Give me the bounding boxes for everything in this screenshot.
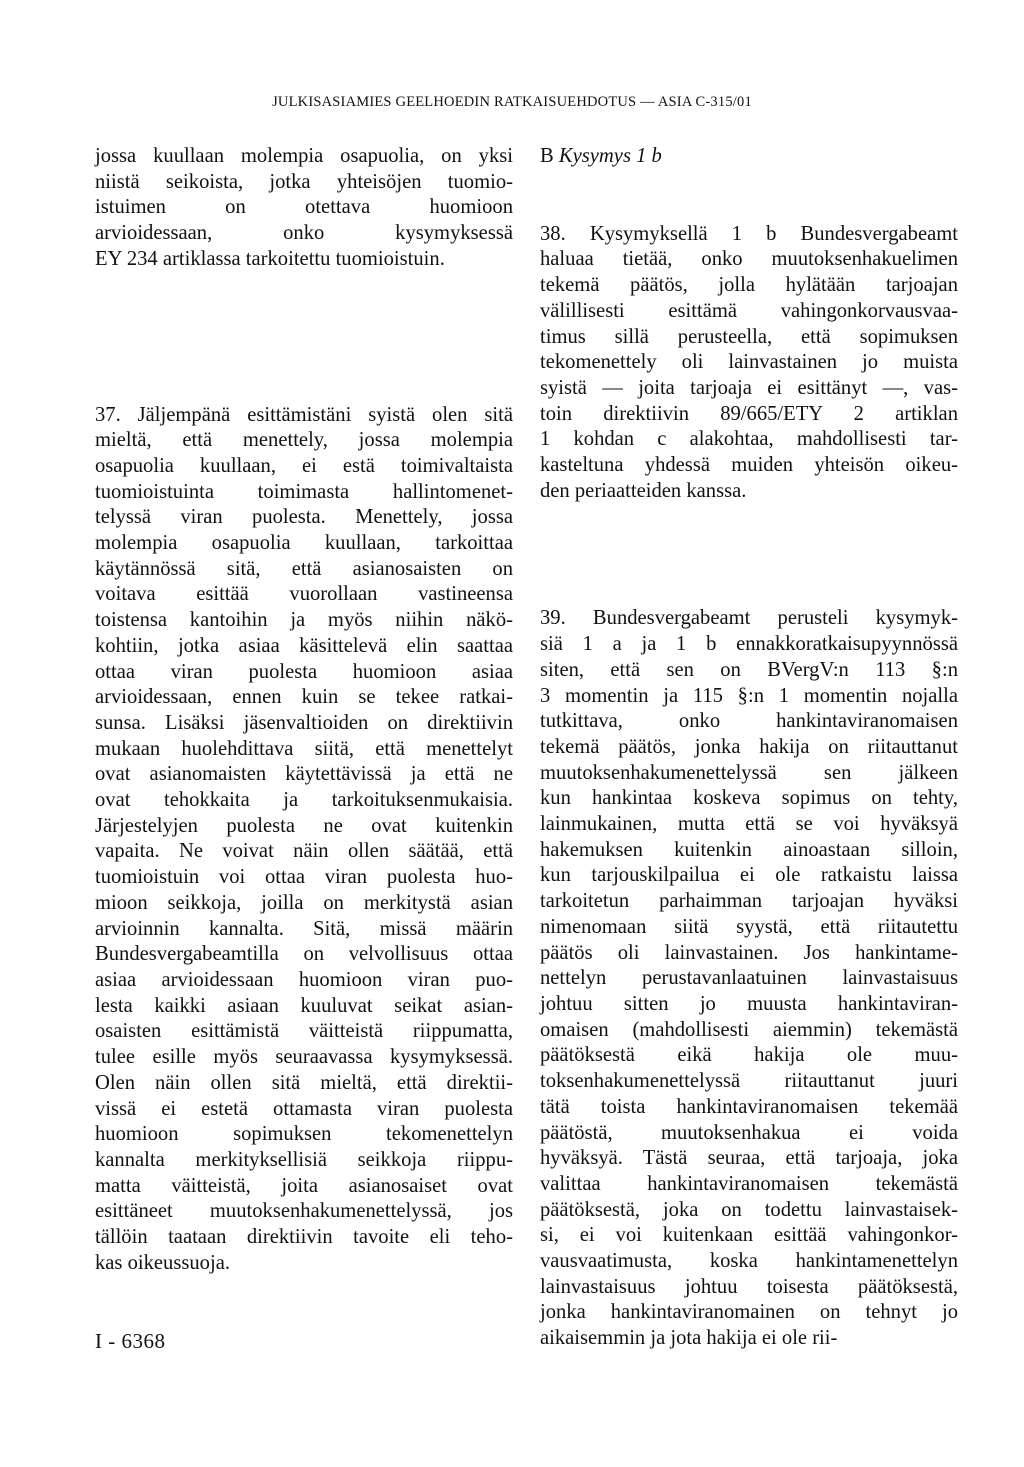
text-line: vausvaatimusta, koska hankintamenettelyn: [540, 1250, 958, 1273]
right-column: [540, 144, 958, 1352]
text-line: aikaisemmin ja jota hakija ei ole rii-: [540, 1327, 838, 1350]
text-line: 38. Kysymyksellä 1 b Bundesvergabeamt: [540, 222, 958, 245]
text-line: valittaa hankintaviranomaisen tekemästä: [540, 1172, 958, 1195]
text-line: omaisen (mahdollisesti aiemmin) tekemästä: [540, 1018, 958, 1041]
text-line: Olen näin ollen sitä mieltä, että direktii-: [95, 1071, 513, 1094]
text-line: kannalta merkityksellisiä seikkoja riippu-: [95, 1148, 513, 1171]
text-line: nimenomaan siitä syystä, että riitautettu: [540, 915, 958, 938]
text-line: kas oikeussuoja.: [95, 1251, 230, 1274]
text-line: EY 234 artiklassa tarkoitettu tuomioistuin.: [95, 247, 445, 270]
text-line: molempia osapuolia kuullaan, tarkoittaa: [95, 532, 513, 555]
text-line: mioon seikkoja, joilla on merkitystä asian: [95, 891, 513, 914]
text-line: 39. Bundesvergabeamt perusteli kysymyk-: [540, 607, 958, 630]
text-line: johtuu sitten jo muusta hankintaviran-: [540, 992, 958, 1015]
text-line: välillisesti esittämä vahingonkorvausvaa-: [540, 299, 958, 322]
text-line: toin direktiivin 89/665/ETY 2 artiklan: [540, 402, 958, 425]
text-line: päätöksestä eikä hakija ole muu-: [540, 1044, 958, 1067]
text-line: niistä seikoista, jotka yhteisöjen tuomio-: [95, 170, 513, 193]
text-line: Bundesvergabeamtilla on velvollisuus ottaa: [95, 943, 513, 966]
text-line: arvioidessaan, onko kysymyksessä: [95, 222, 513, 245]
text-line: voitava esittää vuorollaan vastineensa: [95, 583, 513, 606]
text-line: tuomioistuinta toimimasta hallintomenet-: [95, 480, 513, 503]
paragraph-39: [540, 606, 958, 1351]
text-line: istuimen on otettava huomioon: [95, 196, 513, 219]
text-line: telyssä viran puolesta. Menettely, jossa: [95, 506, 513, 529]
text-line: Järjestelyjen puolesta ne ovat kuitenkin: [95, 814, 513, 837]
text-line: esittäneet muutoksenhakumenettelyssä, jos: [95, 1200, 513, 1223]
text-line: sunsa. Lisäksi jäsenvaltioiden on direktiivin: [95, 711, 513, 734]
text-line: asiaa arvioidessaan huomioon viran puo-: [95, 968, 513, 991]
text-line: ovat tehokkaita ja tarkoituksenmukaisia.: [95, 789, 513, 812]
text-line: kun hankintaa koskeva sopimus on tehty,: [540, 787, 958, 810]
text-line: vissä ei estetä ottamasta viran puolesta: [95, 1097, 513, 1120]
left-column: [95, 144, 513, 1276]
text-line: haluaa tietää, onko muutoksenhakuelimen: [540, 248, 958, 271]
paragraph-38: [540, 222, 958, 505]
text-line: 1 kohdan c alakohtaa, mahdollisesti tar-: [540, 428, 958, 451]
text-line: den periaatteiden kanssa.: [540, 479, 747, 502]
section-heading-prefix: B: [540, 145, 554, 167]
text-line: syistä — joita tarjoaja ei esittänyt —, vas-: [540, 376, 958, 399]
paragraph-37: [95, 403, 513, 1277]
text-line: ovat asianomaisten käytettävissä ja että ne: [95, 763, 513, 786]
text-line: tekomenettely oli lainvastainen jo muista: [540, 351, 958, 374]
text-line: vapaita. Ne voivat näin ollen säätää, että: [95, 840, 513, 863]
text-line: 37. Jäljempänä esittämistäni syistä olen sitä: [95, 403, 513, 426]
text-line: tarkoitetun parhaimman tarjoajan hyväksi: [540, 890, 958, 913]
paragraph-intro: [95, 144, 513, 273]
text-line: arvioinnin kannalta. Sitä, missä määrin: [95, 917, 513, 940]
text-line: nettelyn perustavanlaatuinen lainvastaisuus: [540, 967, 958, 990]
text-line: tällöin taataan direktiivin tavoite eli teho-: [95, 1226, 513, 1249]
text-line: 3 momentin ja 115 §:n 1 momentin nojalla: [540, 684, 958, 707]
text-line: lesta kaikki asiaan kuuluvat seikat asian-: [95, 994, 513, 1017]
text-line: muutoksenhakumenettelyssä sen jälkeen: [540, 761, 958, 784]
text-line: tuomioistuin voi ottaa viran puolesta huo-: [95, 866, 513, 889]
text-line: päätös oli lainvastainen. Jos hankintame-: [540, 941, 958, 964]
text-line: timus sillä perusteella, että sopimuksen: [540, 325, 958, 348]
text-line: jonka hankintaviranomainen on tehnyt jo: [540, 1301, 958, 1324]
paragraph-spacer: [95, 273, 513, 403]
text-line: matta väitteistä, joita asianosaiset ovat: [95, 1174, 513, 1197]
text-line: kun tarjouskilpailua ei ole ratkaistu laissa: [540, 864, 958, 887]
text-line: lainvastaisuus johtuu toisesta päätöksestä,: [540, 1275, 958, 1298]
paragraph-spacer: [540, 504, 958, 606]
text-line: kasteltuna yhdessä muiden yhteisön oikeu-: [540, 454, 958, 477]
text-line: huomioon sopimuksen tekomenettelyn: [95, 1123, 513, 1146]
text-line: si, ei voi kuitenkaan esittää vahingonkor-: [540, 1224, 958, 1247]
text-line: mukaan huolehdittava siitä, että menettelyt: [95, 737, 513, 760]
text-line: arvioidessaan, ennen kuin se tekee ratkai-: [95, 686, 513, 709]
page-number: I - 6368: [95, 1329, 166, 1353]
running-header: JULKISASIAMIES GEELHOEDIN RATKAISUEHDOTUS — ASIA C-315/01: [272, 94, 752, 110]
text-line: jossa kuullaan molempia osapuolia, on yksi: [95, 145, 513, 167]
text-line: mieltä, että menettely, jossa molempia: [95, 429, 513, 452]
text-line: siten, että sen on BVergV:n 113 §:n: [540, 658, 958, 681]
text-line: lainmukainen, mutta että se voi hyväksyä: [540, 813, 958, 836]
text-line: käytännössä sitä, että asianosaisten on: [95, 557, 513, 580]
text-line: tätä toista hankintaviranomaisen tekemää: [540, 1095, 958, 1118]
text-line: päätöstä, muutoksenhakua ei voida: [540, 1121, 958, 1144]
text-line: toistensa kantoihin ja myös niihin näkö-: [95, 609, 513, 632]
text-line: kohtiin, jotka asiaa käsittelevä elin saattaa: [95, 634, 513, 657]
text-line: tekemä päätös, jolla hylätään tarjoajan: [540, 274, 958, 297]
text-line: tulee esille myös seuraavassa kysymyksessä.: [95, 1046, 513, 1069]
heading-spacer: [540, 170, 958, 222]
text-line: hakemuksen kuitenkin ainoastaan silloin,: [540, 838, 958, 861]
text-line: hyväksyä. Tästä seuraa, että tarjoaja, joka: [540, 1147, 958, 1170]
text-line: tutkittava, onko hankintaviranomaisen: [540, 710, 958, 733]
section-heading: [540, 144, 958, 170]
text-line: päätöksestä, joka on todettu lainvastaisek-: [540, 1198, 958, 1221]
text-line: siä 1 a ja 1 b ennakkoratkaisupyynnössä: [540, 633, 958, 656]
text-line: tekemä päätös, jonka hakija on riitauttanut: [540, 735, 958, 758]
text-line: ottaa viran puolesta huomioon asiaa: [95, 660, 513, 683]
text-line: toksenhakumenettelyssä riitauttanut juuri: [540, 1070, 958, 1093]
text-line: osaisten esittämistä väitteistä riippumatta,: [95, 1020, 513, 1043]
text-line: osapuolia kuullaan, ei estä toimivaltaista: [95, 454, 513, 477]
section-heading-title: Kysymys 1 b: [558, 145, 662, 167]
